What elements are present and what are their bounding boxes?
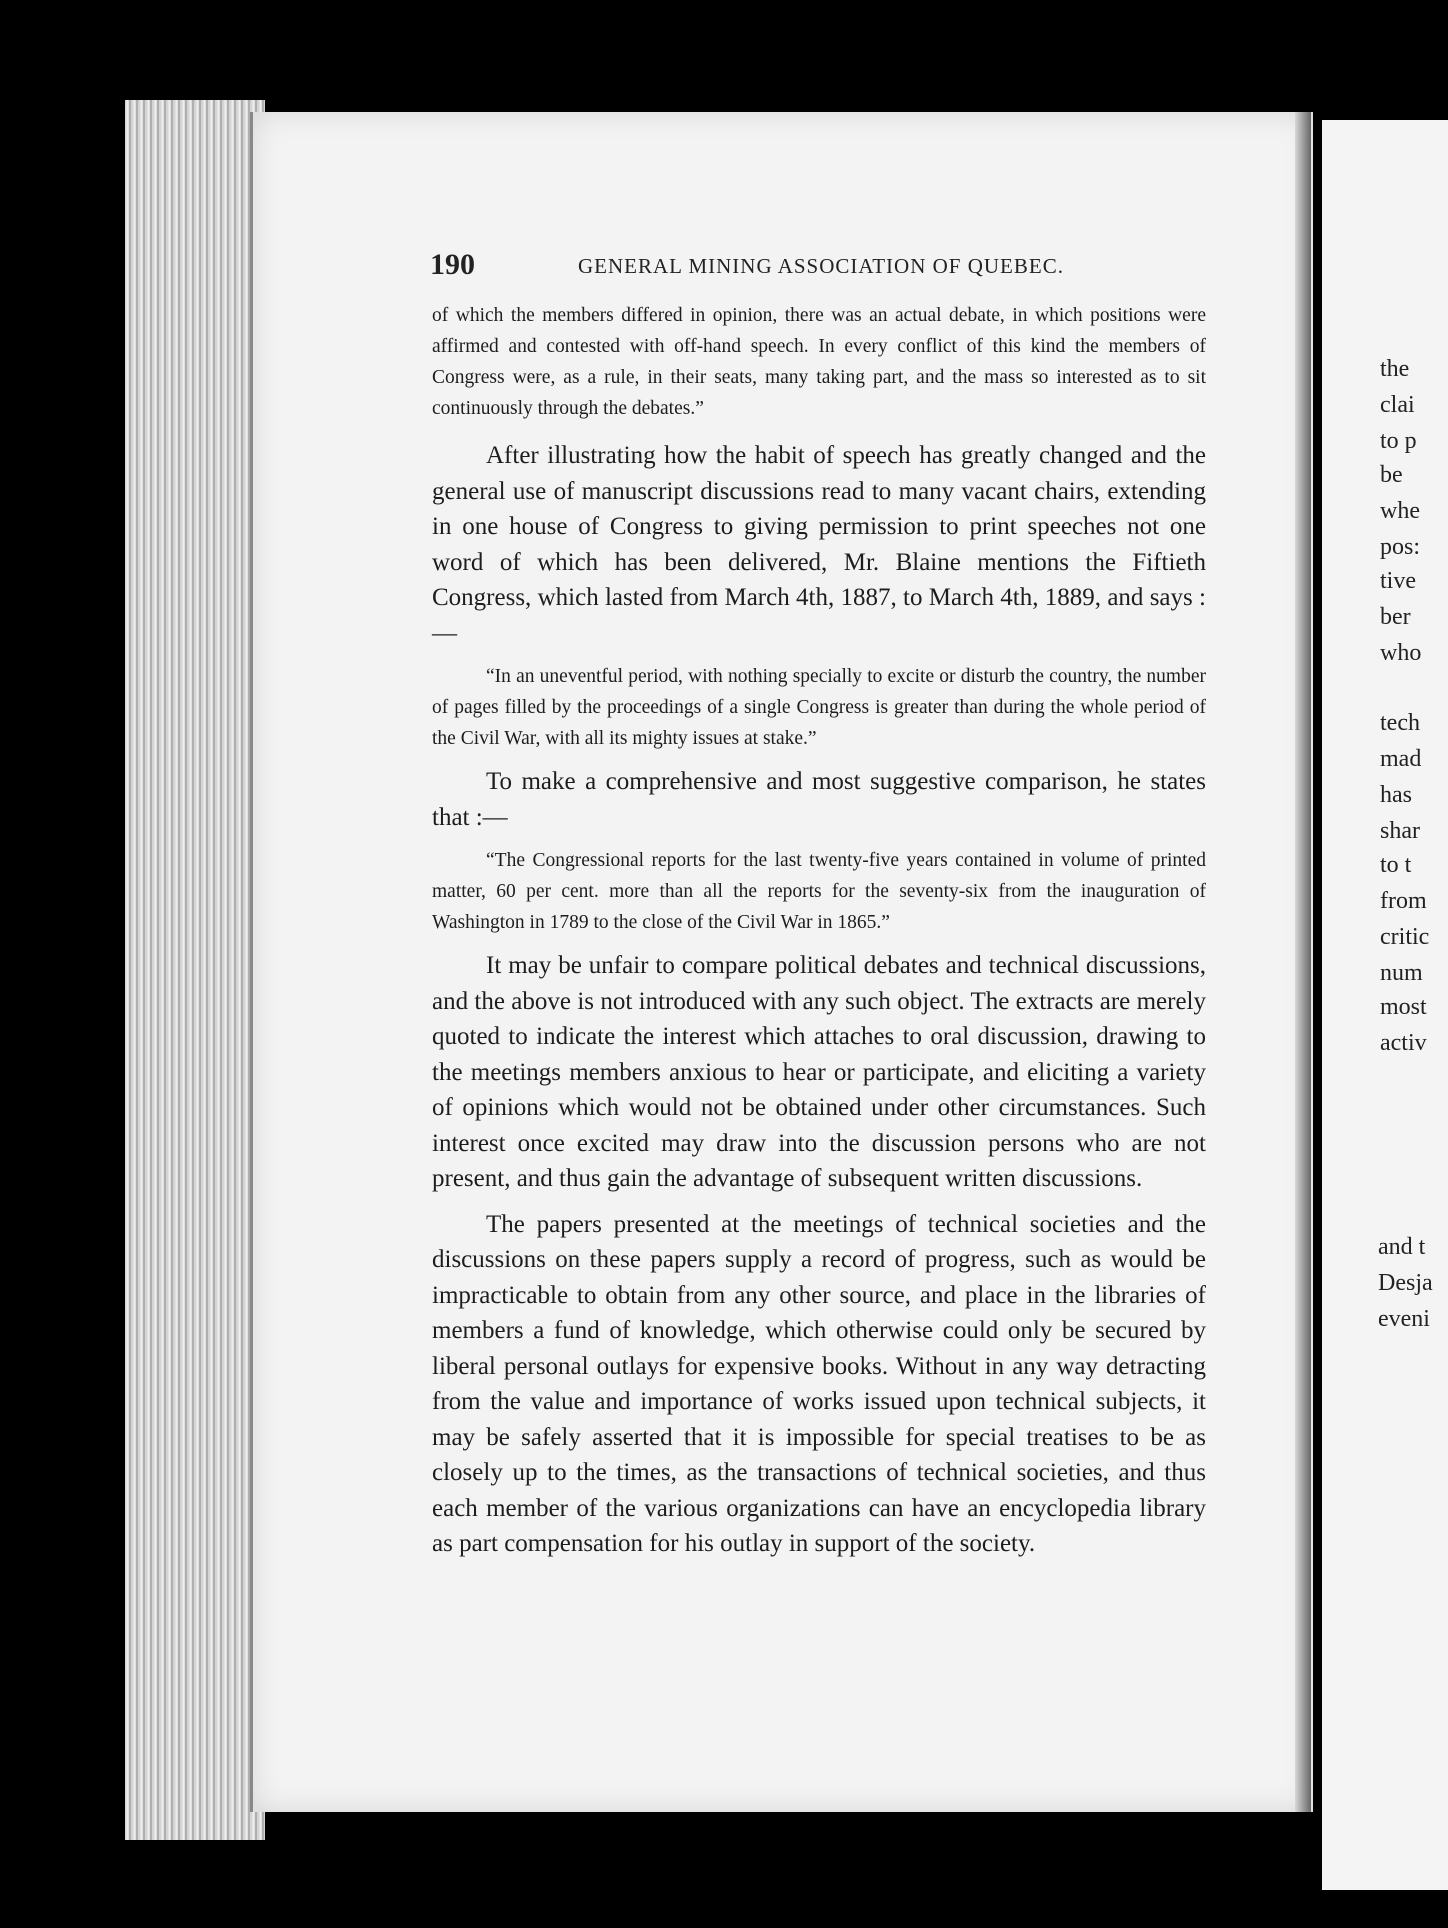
paragraph-3: It may be unfair to compare political debates and technical discussions, and the above is not introduced with any such object. The extracts are merely quoted to indicate the interest which attaches to oral discussion, drawing to the meetings members anxious to hear or participate, and eliciting a variety of opinions which would not be obtained under other circumstances. Such interest once excited may draw into the discussion persons who are not present, and thus gain the advantage of subsequent written discussions. [432, 952, 1206, 1192]
facing-page [1322, 120, 1448, 1890]
fragment: clai [1380, 392, 1415, 418]
fragment: tive [1380, 568, 1416, 594]
page-number: 190 [430, 248, 475, 281]
body-text [432, 300, 1206, 1562]
paragraph-1: After illustrating how the habit of speech has greatly changed and the general use of manuscript discussions read to many vacant chairs, extending in one house of Congress to giving permission to print speeches not one word of which has been delivered, Mr. Blaine mentions the Fiftieth Congress, which lasted from March 4th, 1887, to March 4th, 1889, and says :— [432, 442, 1206, 647]
fragment: mad [1380, 746, 1422, 772]
fragment: the [1380, 356, 1410, 382]
fragment: to p [1380, 428, 1417, 454]
fragment: who [1380, 640, 1422, 666]
fragment: from [1380, 888, 1427, 914]
quote-2: “In an uneventful period, with nothing specially to excite or disturb the country, the number of pages filled by the proceedings of a single Congress is greater than during the whole period of the Civil War, with all its mighty issues at stake.” [432, 666, 1206, 749]
fragment: tech [1380, 710, 1420, 736]
running-head [430, 248, 1210, 284]
fragment: eveni [1378, 1306, 1430, 1332]
page-edges [125, 100, 265, 1840]
fragment: Desja [1378, 1270, 1433, 1296]
fragment: activ [1380, 1030, 1427, 1056]
fragment: whe [1380, 498, 1420, 524]
fragment: has [1380, 782, 1412, 808]
fragment: shar [1380, 818, 1420, 844]
fragment: critic [1380, 924, 1430, 950]
paragraph-2: To make a comprehensive and most suggestive comparison, he states that :— [432, 768, 1206, 831]
gutter-shadow [1295, 112, 1311, 1812]
fragment: ber [1380, 604, 1411, 630]
fragment: to t [1380, 852, 1412, 878]
fragment: num [1380, 960, 1423, 986]
quote-continuation: of which the members differed in opinion, there was an actual debate, in which positions were affirmed and contested with off-hand speech. In every conflict of this kind the members of Congress were, as a rule, in their seats, many taking part, and the mass so interested as to sit continuously through the debates.” [432, 305, 1206, 419]
fragment: most [1380, 994, 1427, 1020]
fragment: pos: [1380, 534, 1421, 560]
paragraph-4: The papers presented at the meetings of technical societies and the discussions on these papers supply a record of progress, such as would be impracticable to obtain from any other source, and place in the libraries of members a fund of knowledge, which otherwise could only be secured by liberal personal outlays for expensive books. Without in any way detracting from the value and importance of works issued upon technical subjects, it may be safely asserted that it is impossible for special treatises to be as closely up to the times, as the transactions of technical societies, and thus each member of the various organizations can have an encyclopedia library as part compensation for his outlay in support of the society. [432, 1210, 1206, 1557]
fragment: be [1380, 462, 1403, 488]
quote-3: “The Congressional reports for the last twenty-five years contained in volume of printed matter, 60 per cent. more than all the reports for the seventy-six from the inauguration of Washington in 1789 to the close of the Civil War in 1865.” [432, 850, 1206, 933]
fragment: and t [1378, 1234, 1426, 1260]
header-title: GENERAL MINING ASSOCIATION OF QUEBEC. [578, 254, 1064, 278]
